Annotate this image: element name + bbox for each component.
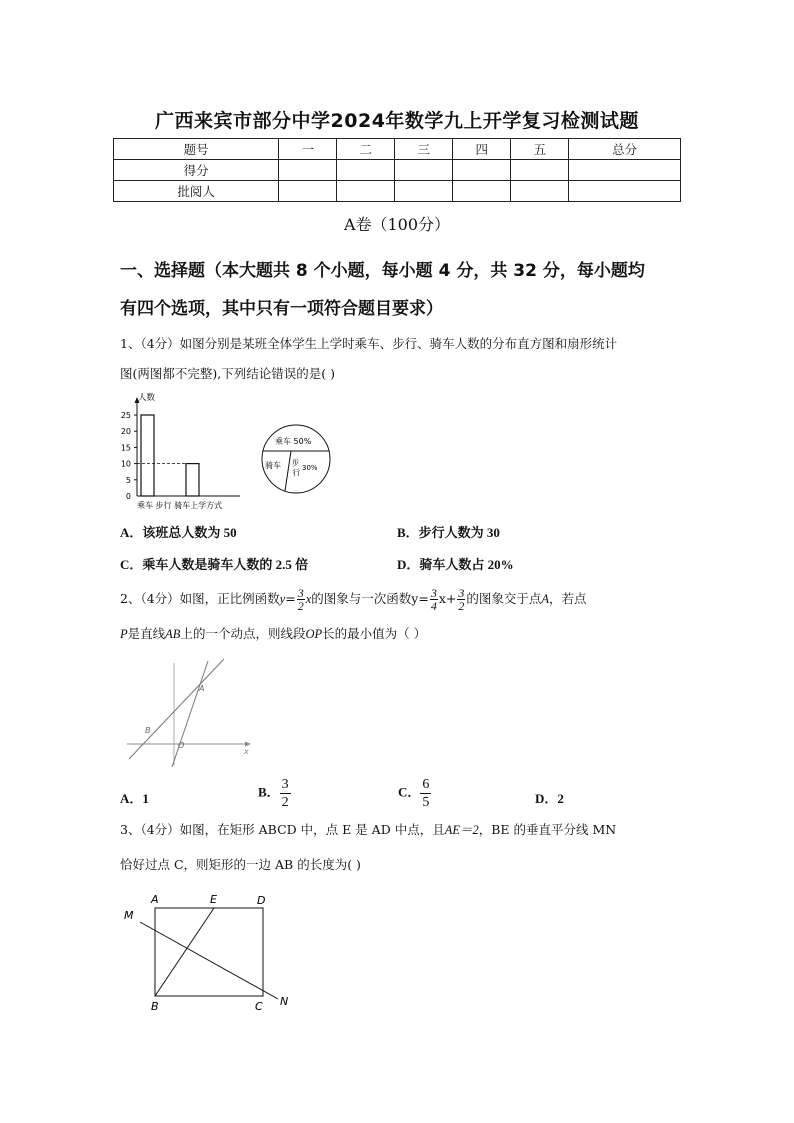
y-tick-label: 5 <box>125 475 131 485</box>
point-n-label: N <box>280 995 289 1008</box>
point-e-label: E <box>210 893 217 906</box>
pie-label-walk-percent: 30% <box>302 464 318 472</box>
y-tick-label: 25 <box>120 411 131 420</box>
score-table <box>113 138 681 202</box>
frac-num: 3 <box>297 586 304 600</box>
table-header-cell: 五 <box>511 139 569 160</box>
table-header-cell: 三 <box>395 139 453 160</box>
option-2c[interactable] <box>398 776 431 811</box>
q2-plus: + <box>445 591 457 606</box>
paper-part-heading: A卷（100分） <box>343 215 451 234</box>
point-b-label: B <box>145 726 151 735</box>
q2-var-x2: x <box>438 591 446 606</box>
frac-den: 2 <box>281 795 289 810</box>
x-axis-label: x <box>244 747 249 756</box>
histogram-figure <box>112 388 252 514</box>
q2-text-prefix: 2、（4分）如图，正比例函数 <box>120 591 280 606</box>
q3-line1-a: 3、（4分）如图，在矩形 ABCD 中，点 E 是 AD 中点，且 <box>120 822 445 837</box>
segment-be <box>155 908 214 996</box>
score-cell[interactable] <box>453 160 511 181</box>
frac-den: 2 <box>297 599 304 613</box>
score-cell[interactable] <box>511 181 569 202</box>
frac-den: 5 <box>422 795 430 810</box>
q2-point-p: P <box>120 627 128 641</box>
table-row <box>114 181 681 202</box>
q2-text-mid: 的图象与一次函数 <box>311 591 412 606</box>
x-axis-categories: 乘车 步行 骑车上学方式 <box>137 501 223 510</box>
y-tick-label: 10 <box>120 459 131 469</box>
option-2c-label: C． <box>398 784 421 800</box>
frac-num: 3 <box>281 777 289 792</box>
q2-segment-op: OP <box>305 627 323 641</box>
q2-point-a: A <box>541 592 550 606</box>
score-cell[interactable] <box>511 160 569 181</box>
score-cell[interactable] <box>569 160 681 181</box>
y-tick-label: 15 <box>120 443 131 453</box>
y-tick-label: 20 <box>120 427 131 437</box>
page-title: 广西来宾市部分中学2024年数学九上开学复习检测试题 <box>155 110 639 132</box>
frac-num: 3 <box>458 586 465 600</box>
fraction-3-2 <box>297 587 305 612</box>
q2-line2-c: 长的最小值为（ ） <box>322 626 427 641</box>
q2-line2-a: 是直线 <box>127 626 166 641</box>
score-cell[interactable] <box>337 181 395 202</box>
score-cell[interactable] <box>395 160 453 181</box>
q2-equals: = <box>285 591 296 606</box>
bar-乘车 <box>141 415 154 496</box>
section-heading-line2: 有四个选项，其中只有一项符合题目要求） <box>120 299 443 319</box>
option-1d[interactable]: D．骑车人数占 20% <box>397 557 514 572</box>
question-2-text <box>120 585 690 613</box>
q3-line1-b: ，BE 的垂直平分线 MN <box>478 822 617 837</box>
table-header-cell: 题号 <box>114 139 279 160</box>
point-a-label: A <box>199 684 205 693</box>
option-2a[interactable]: A．1 <box>120 791 149 806</box>
table-header-cell: 二 <box>337 139 395 160</box>
question-1-text: 1、（4分）如图分别是某班全体学生上学时乘车、步行、骑车人数的分布直方图和扇形统计 <box>120 336 618 351</box>
vertex-a-label: A <box>151 893 159 906</box>
pie-label-walk-2: 行 <box>291 467 302 478</box>
q2-equals-2: = <box>418 591 429 606</box>
q2-line-ab: AB <box>165 627 181 641</box>
q2-var-y: y <box>279 592 286 606</box>
table-row <box>114 160 681 181</box>
score-cell[interactable] <box>569 181 681 202</box>
option-1b[interactable]: B．步行人数为 30 <box>397 525 500 540</box>
pie-label-walk-1: 步 <box>290 457 301 468</box>
y-axis-label: 人数 <box>138 393 156 403</box>
frac-num: 6 <box>422 777 430 792</box>
q2-var-x: x <box>305 592 312 606</box>
fraction-3-2-b <box>457 587 465 612</box>
score-cell[interactable] <box>337 160 395 181</box>
question-3-text <box>120 820 680 840</box>
table-header-cell: 总分 <box>569 139 681 160</box>
option-2b[interactable] <box>258 776 291 811</box>
pie-label-bus: 乘车 50% <box>275 437 312 446</box>
score-cell[interactable] <box>453 181 511 202</box>
row-label: 得分 <box>114 160 279 181</box>
score-cell[interactable] <box>395 181 453 202</box>
option-2d[interactable]: D．2 <box>535 791 564 806</box>
x-axis-arrow <box>245 742 251 747</box>
pie-label-bike: 骑车 <box>265 461 281 470</box>
point-m-label: M <box>124 909 134 922</box>
rectangle-abcd <box>155 908 263 996</box>
question-1-text-cont: 图(两图都不完整),下列结论错误的是( ) <box>120 366 335 381</box>
rectangle-figure <box>118 888 298 1016</box>
q2-line2-b: 上的一个动点，则线段 <box>180 626 306 641</box>
q3-ae-value: AE＝2 <box>444 823 479 837</box>
option-1c[interactable]: C．乘车人数是骑车人数的 2.5 倍 <box>120 557 309 572</box>
vertex-c-label: C <box>255 1000 263 1013</box>
vertex-b-label: B <box>151 1000 159 1013</box>
q2-var-y2: y <box>411 591 419 606</box>
bar-骑车 <box>186 464 199 496</box>
question-3-text-cont: 恰好过点 C，则矩形的一边 AB 的长度为( ) <box>120 857 361 872</box>
frac-den: 4 <box>430 599 437 613</box>
line-proportional-function <box>172 661 208 767</box>
fraction-6-5 <box>420 776 431 811</box>
question-2-text-cont <box>120 624 680 644</box>
option-2b-label: B． <box>258 784 280 800</box>
fraction-3-4 <box>430 587 438 612</box>
row-label: 批阅人 <box>114 181 279 202</box>
table-header-cell: 四 <box>453 139 511 160</box>
option-1a[interactable]: A．该班总人数为 50 <box>120 525 237 540</box>
fraction-3-2 <box>280 776 291 811</box>
score-cell[interactable] <box>279 160 337 181</box>
section-heading-line1: 一、选择题（本大题共 8 个小题，每小题 4 分，共 32 分，每小题均 <box>120 261 645 281</box>
function-graph-figure <box>124 655 259 770</box>
table-header-cell: 一 <box>279 139 337 160</box>
score-cell[interactable] <box>279 181 337 202</box>
y-tick-label: 0 <box>125 492 131 501</box>
vertex-d-label: D <box>257 894 266 907</box>
pie-divider-slant <box>285 451 291 491</box>
q2-text-suffix2: ，若点 <box>549 591 587 606</box>
frac-num: 3 <box>430 586 437 600</box>
table-row <box>114 139 681 160</box>
frac-den: 2 <box>458 599 465 613</box>
q2-text-suffix: 的图象交于点 <box>466 591 542 606</box>
pie-chart-figure <box>258 424 338 494</box>
origin-label: O <box>178 741 185 750</box>
